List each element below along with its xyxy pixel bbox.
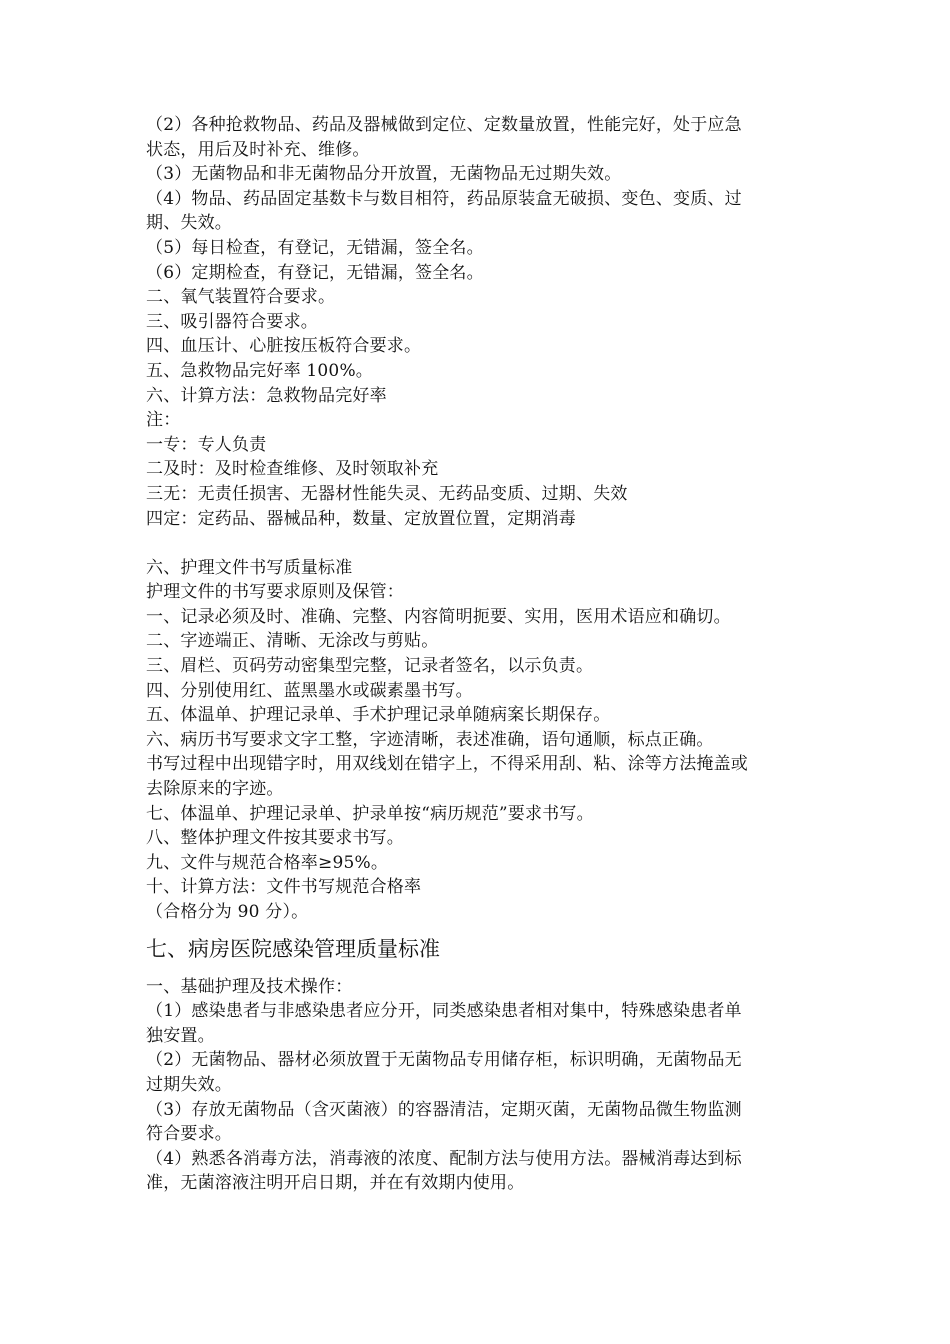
text-line: 五、体温单、护理记录单、手术护理记录单随病案长期保存。 <box>146 705 611 726</box>
infection-control-section <box>146 975 816 1196</box>
text-line: 过期失效。 <box>146 1074 232 1095</box>
text-line: 五、急救物品完好率 100%。 <box>146 360 374 381</box>
text-line: 四定：定药品、器械品种，数量、定放置位置，定期消毒 <box>146 508 576 529</box>
text-line: 二及时：及时检查维修、及时领取补充 <box>146 459 439 480</box>
text-line: 四、血压计、心脏按压板符合要求。 <box>146 336 422 357</box>
blank-spacer <box>146 531 816 556</box>
text-line: （3）存放无菌物品（含灭菌液）的容器清洁，定期灭菌，无菌物品微生物监测 <box>146 1099 742 1120</box>
text-line: （3）无菌物品和非无菌物品分开放置，无菌物品无过期失效。 <box>146 164 622 185</box>
text-line: 护理文件的书写要求原则及保管： <box>146 582 404 603</box>
text-line: 十、计算方法：文件书写规范合格率 <box>146 877 422 898</box>
text-line: 符合要求。 <box>146 1124 232 1145</box>
text-line: 六、病历书写要求文字工整，字迹清晰，表述准确，语句通顺，标点正确。 <box>146 729 714 750</box>
section-title: 六、护理文件书写质量标准 <box>146 557 353 578</box>
text-line: （4）熟悉各消毒方法，消毒液的浓度、配制方法与使用方法。器械消毒达到标 <box>146 1148 742 1169</box>
text-line: （合格分为 90 分）。 <box>146 902 309 922</box>
emergency-items-section <box>146 113 816 531</box>
text-line: 一、记录必须及时、准确、完整、内容简明扼要、实用，医用术语应和确切。 <box>146 606 731 627</box>
text-line: 书写过程中出现错字时，用双线划在错字上，不得采用刮、粘、涂等方法掩盖或 <box>146 754 748 775</box>
text-line: （2）各种抢救物品、药品及器械做到定位、定数量放置，性能完好，处于应急 <box>146 115 742 135</box>
text-line: 三、吸引器符合要求。 <box>146 311 318 332</box>
text-line: 独安置。 <box>146 1025 215 1046</box>
text-line: 一专：专人负责 <box>146 434 267 455</box>
text-line: 八、整体护理文件按其要求书写。 <box>146 828 404 849</box>
text-line: 三无：无责任损害、无器材性能失灵、无药品变质、过期、失效 <box>146 483 628 504</box>
document-body <box>146 113 816 1196</box>
text-line: 期、失效。 <box>146 213 232 234</box>
section-heading: 七、病房医院感染管理质量标准 <box>146 936 440 961</box>
text-line: 三、眉栏、页码劳动密集型完整，记录者签名，以示负责。 <box>146 656 594 677</box>
text-line: 四、分别使用红、蓝黑墨水或碳素墨书写。 <box>146 680 473 701</box>
text-line: 七、体温单、护理记录单、护录单按“病历规范”要求书写。 <box>146 803 594 824</box>
text-line: 九、文件与规范合格率≥95%。 <box>146 852 389 873</box>
text-line: （2）无菌物品、器材必须放置于无菌物品专用储存柜，标识明确，无菌物品无 <box>146 1050 742 1071</box>
text-line: （5）每日检查，有登记，无错漏，签全名。 <box>146 237 484 258</box>
text-line: （1）感染患者与非感染患者应分开，同类感染患者相对集中，特殊感染患者单 <box>146 1001 742 1022</box>
nursing-documents-section <box>146 556 816 925</box>
text-line: 准，无菌溶液注明开启日期，并在有效期内使用。 <box>146 1173 525 1194</box>
text-line: （4）物品、药品固定基数卡与数目相符，药品原装盒无破损、变色、变质、过 <box>146 188 742 209</box>
text-line: 去除原来的字迹。 <box>146 779 284 800</box>
text-line: 二、字迹端正、清晰、无涂改与剪贴。 <box>146 631 439 652</box>
text-line: 六、计算方法：急救物品完好率 <box>146 385 387 406</box>
text-line: 一、基础护理及技术操作： <box>146 976 353 997</box>
text-line: 二、氧气装置符合要求。 <box>146 287 336 308</box>
text-line: （6）定期检查，有登记，无错漏，签全名。 <box>146 262 484 283</box>
text-line: 状态，用后及时补充、维修。 <box>146 139 370 160</box>
note-label: 注： <box>146 410 181 431</box>
